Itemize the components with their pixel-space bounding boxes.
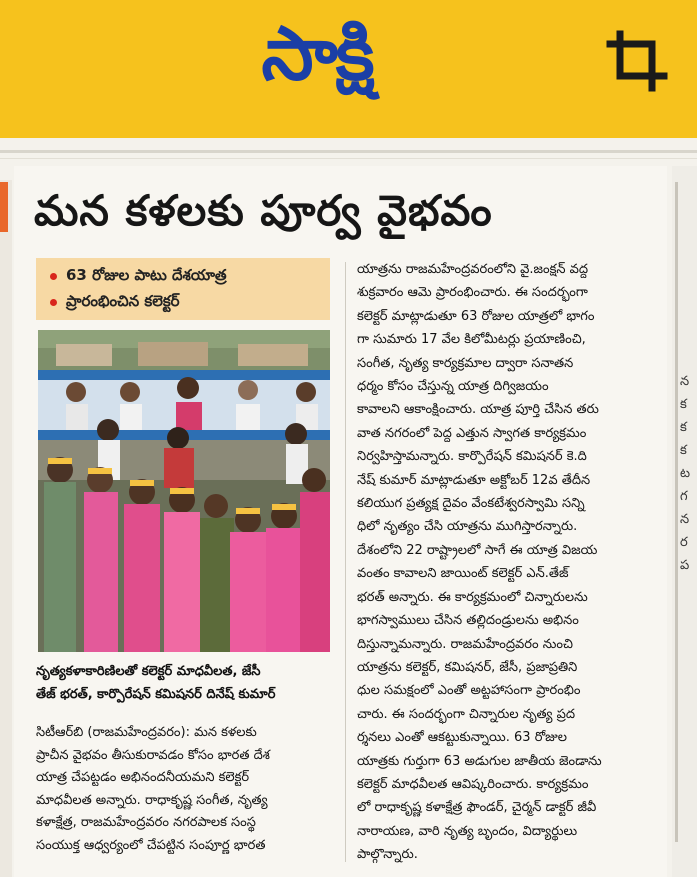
body-line: ధిలో నృత్యం చేసి యాత్రను ముగిస్తారన్నారు. — [357, 519, 578, 535]
body-line: చారు. ఈ సందర్భంగా చిన్నారుల నృత్య ప్రద — [357, 706, 576, 722]
article-headline: మన కళలకు పూర్వ వైభవం — [34, 186, 493, 235]
photo-caption — [36, 660, 336, 706]
body-line: కలెక్టర్ మాట్లాడుతూ 63 రోజుల యాత్రలో భాగం — [357, 308, 595, 324]
body-line: కావాలని ఆకాంక్షించారు. యాత్ర పూర్తి చేసిన తరు — [357, 402, 599, 418]
body-line: సిటీఆర్‌బి (రాజమహేంద్రవరం): మన కళలకు — [36, 725, 257, 740]
body-line: కలియుగ ప్రత్యక్ష దైవం వేంకటేశ్వరస్వామి సన్ని — [357, 496, 585, 512]
adjacent-glyph: ర — [680, 535, 688, 550]
dancers-photo — [38, 330, 330, 652]
body-line: నిర్వహిస్తామన్నారు. కార్పొరేషన్ కమిషనర్ కె.ది — [357, 449, 587, 465]
body-line: యాత్రను రాజమహేంద్రవరంలోని వై.జంక్షన్ వద్ద — [357, 262, 589, 277]
body-line: దిస్తున్నామన్నారు. రాజమహేంద్రవరం నుంచి — [357, 636, 573, 652]
body-line: సంగీత, నృత్య కార్యక్రమాల ద్వారా సనాతన — [357, 355, 574, 371]
body-line: యాత్రను కలెక్టర్, కమిషనర్, జేసీ, ప్రజాప్రతిని — [357, 659, 578, 675]
subhead-item — [52, 292, 180, 314]
adjacent-glyph: క — [680, 443, 687, 458]
subhead-text: 63 రోజుల పాటు దేశయాత్ర — [66, 266, 227, 284]
column-divider — [345, 262, 346, 862]
body-line: లో రాధాకృష్ణ కళాక్షేత్ర ఫౌండర్, చైర్మన్ డాక్టర్ జీవీ — [357, 800, 597, 816]
adjacent-glyph: ప — [680, 558, 690, 573]
article-body-left — [36, 722, 336, 857]
masthead-divider-thin — [0, 158, 697, 159]
body-line: ధుల సమక్షంలో ఎంతో అట్టహాసంగా ప్రారంభిం — [357, 683, 581, 699]
body-line: ధర్మం కోసం చేస్తున్న యాత్ర దిగ్విజయం — [357, 379, 549, 395]
body-line: వాత నగరంలో పెద్ద ఎత్తున స్వాగత కార్యక్రమం — [357, 425, 587, 441]
body-line: సంయుక్త ఆధ్వర్యంలో చేపట్టిన సంపూర్ణ భారత — [36, 837, 266, 853]
body-line: దేశంలోని 22 రాష్ట్రాలలో సాగే ఈ యాత్ర విజయ — [357, 542, 598, 558]
body-line: నేష్ కుమార్ మాట్లాడుతూ అక్టోబర్ 12వ తేదీన — [357, 472, 591, 488]
news-article — [14, 166, 667, 877]
adjacent-glyph: క — [680, 420, 687, 435]
subhead-box — [36, 258, 330, 320]
masthead-divider — [0, 150, 697, 153]
body-line: మాధవీలత అన్నారు. రాధాకృష్ణ సంగీత, నృత్య — [36, 792, 268, 808]
body-line: పాల్గొన్నారు. — [357, 847, 418, 863]
body-line: భాగస్వాములు చేసిన తల్లిదండ్రులను అభినం — [357, 613, 579, 629]
section-accent-tab — [0, 182, 8, 232]
body-line: కళాక్షేత్ర, రాజమహేంద్రవరం నగరపాలక సంస్థ — [36, 815, 256, 830]
body-line: వంతం కావాలని జాయింట్ కలెక్టర్ ఎన్.తేజ్ — [357, 566, 569, 582]
body-line: భరత్ అన్నారు. ఈ కార్యక్రమంలో చిన్నారులను — [357, 589, 588, 605]
sakshi-logo: సాక్షి — [261, 11, 373, 97]
adjacent-glyph: న — [680, 512, 690, 527]
article-photo — [38, 330, 330, 652]
adjacent-glyph: గ — [680, 489, 688, 504]
body-line: గా సుమారు 17 వేల కిలోమీటర్లు ప్రయాణించి, — [357, 332, 586, 348]
body-line: ర్శనలు ఎంతో ఆకట్టుకున్నాయి. 63 రోజుల — [357, 730, 567, 746]
subhead-item — [52, 266, 227, 288]
left-margin — [0, 180, 12, 877]
adjacent-glyph: న — [680, 374, 690, 389]
body-line: యాత్ర చేపట్టడం అభినందనీయమని కలెక్టర్ — [36, 770, 250, 785]
adjacent-column-rule — [675, 182, 678, 842]
crop-icon[interactable] — [606, 30, 668, 92]
article-body-right — [357, 258, 657, 867]
caption-line: తేజ్ భరత్, కార్పొరేషన్ కమిషనర్ దినేష్ కుమార్ — [36, 687, 276, 702]
body-line: నారాయణ, వారి నృత్య బృందం, విద్యార్థులు — [357, 823, 578, 839]
caption-line: నృత్యకళాకారిణిలతో కలెక్టర్ మాధవీలత, జేసీ — [36, 664, 261, 679]
bullet-icon — [50, 273, 57, 280]
adjacent-glyph: క — [680, 397, 687, 412]
subhead-text: ప్రారంభించిన కలెక్టర్ — [66, 292, 180, 310]
adjacent-article-text — [680, 370, 690, 577]
adjacent-glyph: ట — [680, 466, 691, 481]
body-line: యాత్రకు గుర్తుగా 63 అడుగుల జాతీయ జెండాను — [357, 753, 602, 769]
body-line: శుక్రవారం ఆమె ప్రారంభించారు. ఈ సందర్భంగా — [357, 285, 588, 301]
bullet-icon — [50, 299, 57, 306]
body-line: కలెక్టర్ మాధవీలత ఆవిష్కరించారు. కార్యక్రమం — [357, 776, 589, 792]
masthead — [0, 0, 697, 138]
body-line: ప్రాచీన వైభవం తీసుకురావడం కోసం భారత దేశ — [36, 747, 270, 763]
